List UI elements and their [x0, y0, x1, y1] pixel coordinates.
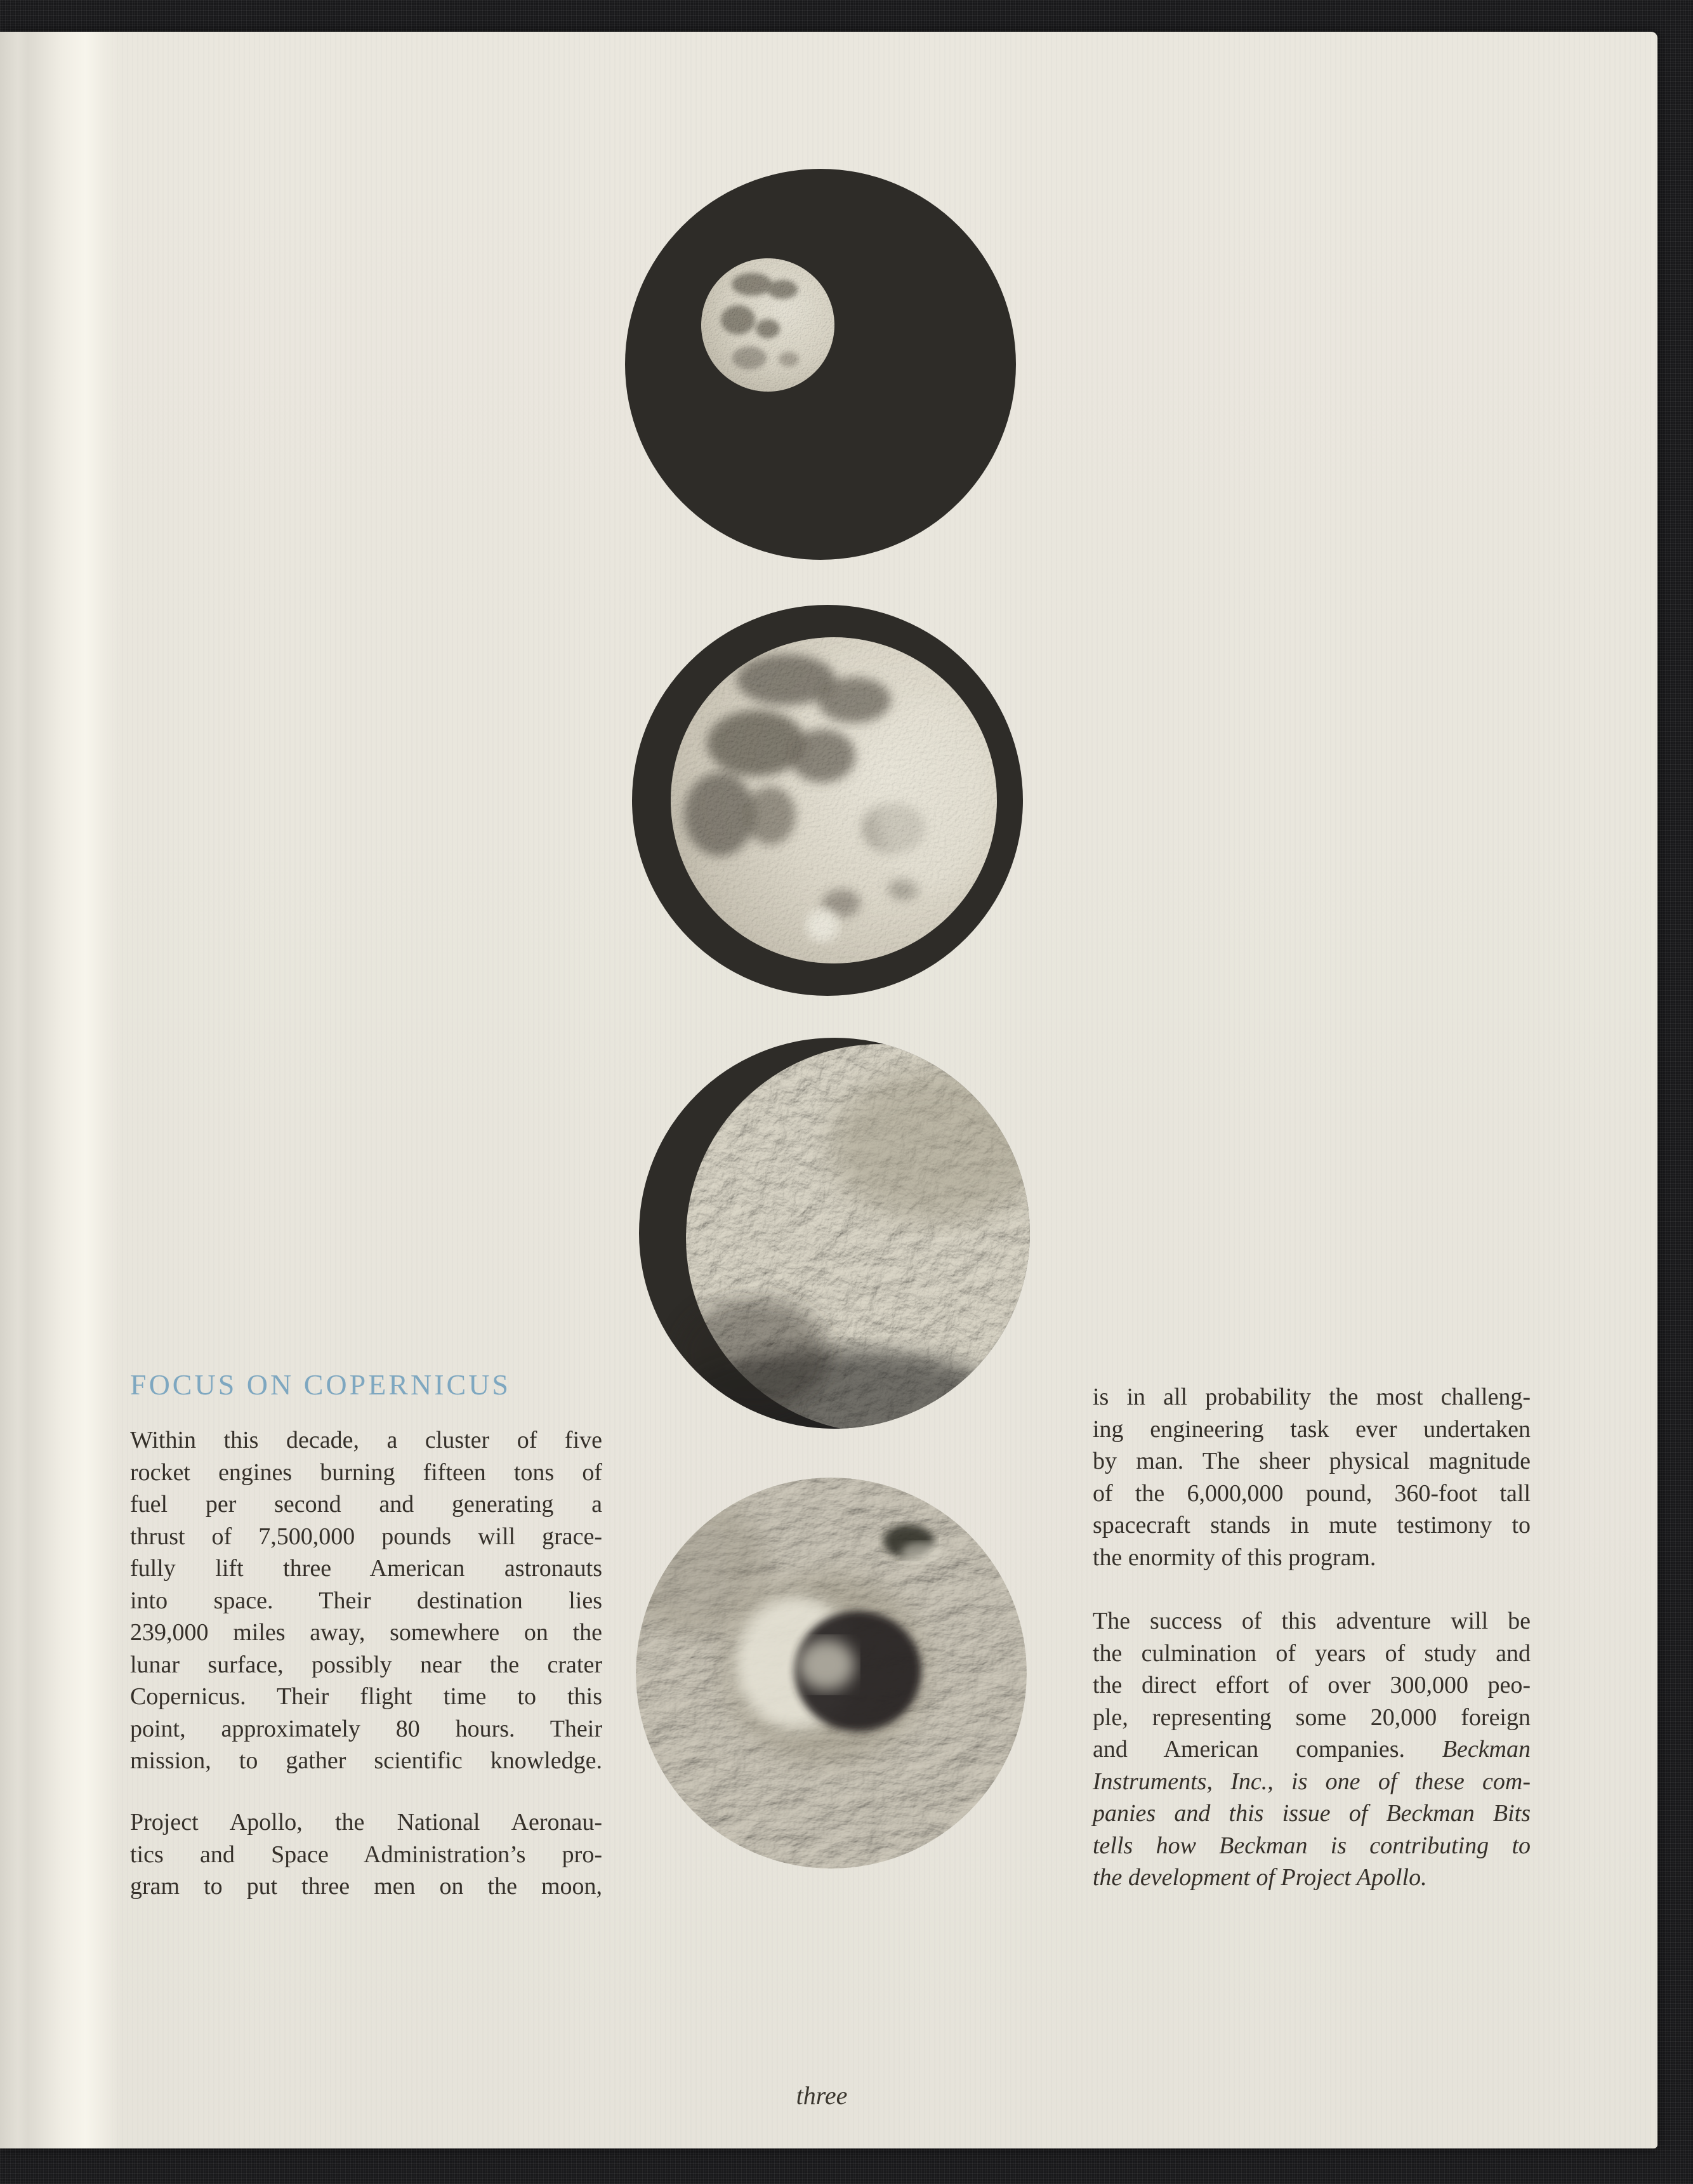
- text-line: into space. Their destination lies: [130, 1587, 602, 1614]
- text-line: mission, to gather scientific knowledge.: [130, 1747, 602, 1774]
- text-line: is in all probability the most challeng-: [1093, 1384, 1531, 1410]
- text-line: 239,000 miles away, somewhere on the: [130, 1619, 602, 1646]
- text-line: gram to put three men on the moon,: [130, 1873, 602, 1900]
- right-column-paragraph-2: [1093, 1605, 1531, 1894]
- text-line: of the 6,000,000 pound, 360-foot tall: [1093, 1479, 1531, 1507]
- text-line: the development of Project Apollo.: [1093, 1864, 1427, 1891]
- text-line: spacecraft stands in mute testimony to: [1093, 1512, 1531, 1539]
- text-line: ple, representing some 20,000 foreign: [1093, 1704, 1531, 1731]
- text-line: the direct effort of over 300,000 peo-: [1093, 1672, 1531, 1698]
- figure-full-moon-close: [632, 605, 1023, 996]
- text-line: tells how Beckman is contributing to: [1093, 1832, 1531, 1859]
- text-line: fuel per second and generating a: [130, 1491, 602, 1518]
- magazine-page: [0, 32, 1657, 2148]
- text-line: ing engineering task ever undertaken: [1093, 1415, 1531, 1443]
- text-run-regular: and American companies.: [1093, 1736, 1442, 1763]
- text-run-italic: Beckman: [1442, 1736, 1531, 1763]
- left-column-paragraph-1: [130, 1424, 602, 1777]
- text-line: tics and Space Administration’s pro-: [130, 1841, 602, 1868]
- text-line: point, approximately 80 hours. Their: [130, 1715, 602, 1742]
- page-number: three: [796, 2081, 848, 2110]
- right-column-paragraph-1: [1093, 1381, 1531, 1573]
- text-line: Project Apollo, the National Aeronau-: [130, 1809, 602, 1836]
- text-line: Copernicus. Their flight time to this: [130, 1683, 602, 1710]
- figure-copernicus-crater-closeup: [636, 1478, 1027, 1869]
- figure-full-moon-distant: [625, 169, 1016, 560]
- text-line: rocket engines burning fifteen tons of: [130, 1459, 602, 1486]
- text-line: [1093, 1733, 1531, 1766]
- text-line: Instruments, Inc., is one of these com-: [1093, 1768, 1531, 1795]
- left-column-paragraph-2: [130, 1806, 602, 1903]
- text-line: fully lift three American astronauts: [130, 1555, 602, 1582]
- text-line: The success of this adventure will be: [1093, 1608, 1531, 1634]
- text-line: by man. The sheer physical magnitude: [1093, 1448, 1531, 1474]
- text-line: lunar surface, possibly near the crater: [130, 1651, 602, 1678]
- text-line: panies and this issue of Beckman Bits: [1093, 1800, 1531, 1827]
- text-line: Within this decade, a cluster of five: [130, 1427, 602, 1453]
- text-line: thrust of 7,500,000 pounds will grace-: [130, 1523, 602, 1550]
- text-line: the enormity of this program.: [1093, 1544, 1376, 1571]
- page-gutter-fold: [0, 32, 121, 2148]
- text-line: the culmination of years of study and: [1093, 1639, 1531, 1667]
- article-heading: FOCUS ON COPERNICUS: [130, 1368, 511, 1401]
